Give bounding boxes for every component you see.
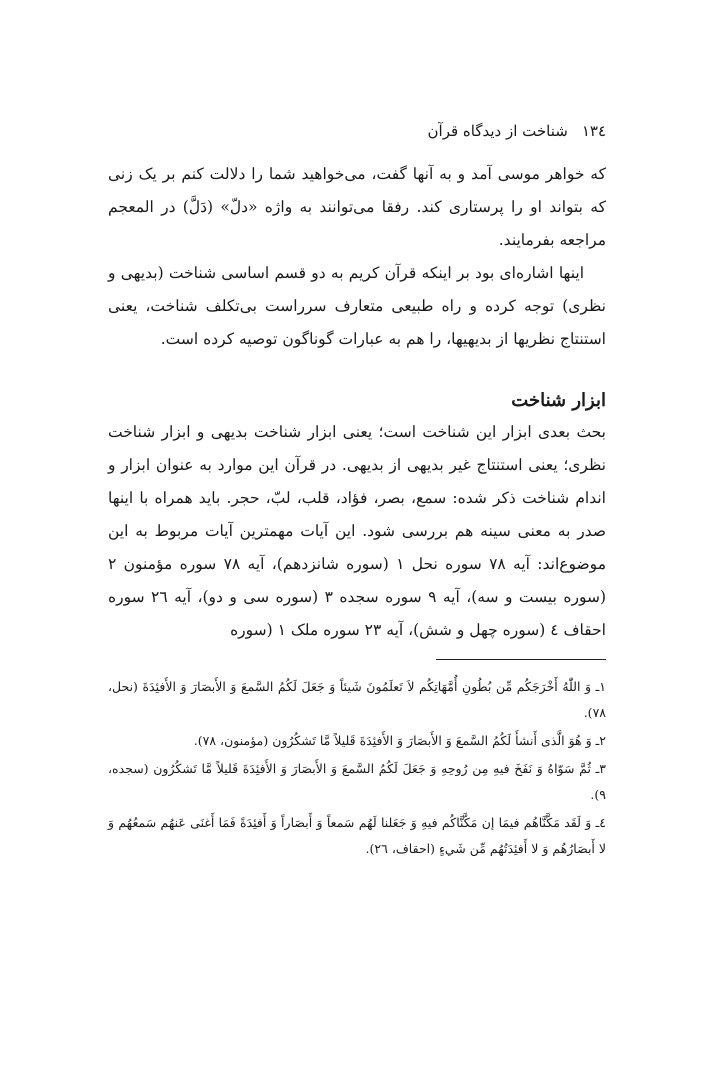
footnote-divider	[436, 659, 606, 660]
footnote-2: ٢ـ وَ هُوَ الَّذى أَنشأَ لَكُمُ السَّمعَ وَ الأَبصَارَ وَ الأَفئِدَةَ قَليلاً مَّا تَشكُرُون (مؤمنون، ٧٨).	[193, 733, 606, 748]
book-page	[108, 118, 606, 864]
section-heading: ابزار شناخت	[511, 390, 606, 411]
paragraph-2: اینها اشاره‌ای بود بر اینکه قرآن کریم به دو قسم اساسی شناخت (بدیهی و نظری) توجه کرده و راه طبیعی متعارف سرراست بی‌تکلف شناخت، یعنی استنتاج نظریها از بدیهیها، را هم به عبارات گوناگون توصیه کرده است.	[108, 264, 606, 348]
running-title: شناخت از دیدگاه قرآن	[427, 122, 568, 140]
page-number: ١٣٤	[581, 122, 606, 140]
footnote-1: ١ـ وَ اللّٰهُ أَخْرَجَكُم مِّن بُطُونِ أُمَّهَاتِكُم لاَ تَعلَمُونَ شَيئاً وَ جَعَلَ لَكُمُ السَّمعَ وَ الأَبصَارَ وَ الأَفئِدَةَ (نحل، ٧٨).	[108, 679, 606, 720]
section-paragraph: بحث بعدی ابزار این شناخت است؛ یعنی ابزار شناخت بدیهی و ابزار شناخت نظری؛ یعنی استنتاج غیر بدیهی از بدیهی. در قرآن این موارد به عنوان ابزار و اندام شناخت ذکر شده: سمع، بصر، فؤاد، قلب، لبّ، حجر. باید همراه با اینها صدر به معنی سینه هم بررسی شود. این آیات مهمترین آیات مربوط به این موضوع‌اند: آیه ٧٨ سوره نحل ١ (سوره شانزدهم)، آیه ٧٨ سوره مؤمنون ٢ (سوره بیست و سه)، آیه ٩ سوره سجده ٣ (سوره سی و دو)، آیه ٢٦ سوره احقاف ٤ (سوره چهل و شش)، آیه ٢٣ سوره ملک ١ (سوره	[108, 423, 606, 639]
footnote-3: ٣ـ ثُمَّ سَوّاهُ وَ نَفَخَ فيهِ مِن رُوحِهِ وَ جَعَلَ لَكُمُ السَّمعَ وَ الأَبصَارَ وَ الأَفئِدَةَ قَليلاً مَّا تَشكُرُون (سجده، ٩).	[108, 761, 606, 802]
paragraph-1: که خواهر موسی آمد و به آنها گفت، می‌خواهید شما را دلالت کنم بر یک زنی که بتواند او را پرستاری کند. رفقا می‌توانند به واژه «دلّ» (دَلَّ) در المعجم مراجعه بفرمایند.	[108, 165, 606, 249]
footnote-4: ٤ـ وَ لَقَد مَكَّنَّاهُم فيمَا إن مَكَّنَّاكُم فيهِ وَ جَعَلنا لَهُم سَمعاً وَ أَبصَاراً وَ أَفئِدَةً فَمَا أَغنَى عَنهُم سَمعُهُم وَ لا أَبصَارُهُم وَ لا أَفئِدَتُهُم مِّن شَيءٍ (احقاف، ٢٦).	[108, 815, 606, 856]
footnotes	[108, 674, 606, 862]
running-head	[108, 118, 606, 144]
body-text	[108, 158, 606, 647]
